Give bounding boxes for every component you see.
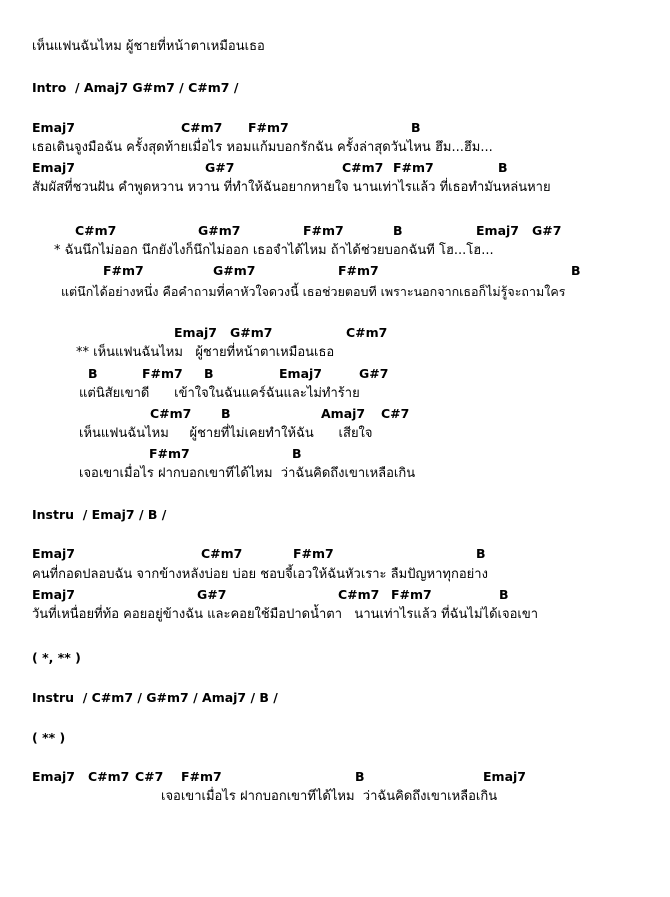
chord-line — [0, 546, 670, 564]
lyric-line: * ฉันนึกไม่ออก นึกยังไงก็นึกไม่ออก เธอจำได้ไหม ถ้าได้ช่วยบอกฉันที โฮ...โฮ... — [54, 243, 494, 258]
chord: G#7 — [197, 587, 227, 602]
instrumental-line: Instru / Emaj7 / B / — [32, 507, 167, 522]
chord: C#m7 — [181, 120, 223, 135]
chord: G#7 — [359, 366, 389, 381]
chord-line — [0, 769, 670, 787]
song-title: เห็นแฟนฉันไหม ผู้ชายที่หน้าตาเหมือนเธอ — [32, 39, 265, 54]
chord: G#m7 — [230, 325, 273, 340]
lyric-line: เจอเขาเมื่อไร ฝากบอกเขาทีได้ไหม ว่าฉันคิดถึงเขาเหลือเกิน — [79, 466, 416, 481]
chord: B — [571, 263, 581, 278]
lyric-line: คนที่กอดปลอบฉัน จากข้างหลังบ่อย บ่อย ชอบจี้เอวให้ฉันหัวเราะ ลืมปัญหาทุกอย่าง — [32, 567, 488, 582]
chord: Emaj7 — [32, 160, 75, 175]
chord: C#7 — [135, 769, 164, 784]
lyric-line: เจอเขาเมื่อไร ฝากบอกเขาทีได้ไหม ว่าฉันคิดถึงเขาเหลือเกิน — [161, 789, 498, 804]
chord-line — [0, 223, 670, 241]
chord: F#m7 — [142, 366, 183, 381]
chord-line — [0, 263, 670, 281]
chord: B — [292, 446, 302, 461]
chord: B — [476, 546, 486, 561]
chord: G#7 — [532, 223, 562, 238]
chord-line — [0, 120, 670, 138]
chord: C#7 — [381, 406, 410, 421]
lyric-line: แต่นิสัยเขาดี เข้าใจในฉันแคร์ฉันและไม่ทำร้าย — [79, 386, 360, 401]
chord: C#m7 — [201, 546, 243, 561]
lyric-line: เห็นแฟนฉันไหม ผู้ชายที่ไม่เคยทำให้ฉัน เสียใจ — [79, 426, 373, 441]
chord: B — [393, 223, 403, 238]
chord-line — [0, 366, 670, 384]
chord: B — [221, 406, 231, 421]
chord-line — [0, 406, 670, 424]
chord: F#m7 — [303, 223, 344, 238]
lyric-line: เธอเดินจูงมือฉัน ครั้งสุดท้ายเมื่อไร หอมแก้มบอกรักฉัน ครั้งล่าสุดวันไหน ฮึม...ฮึม... — [32, 140, 493, 155]
chord: F#m7 — [338, 263, 379, 278]
chord: F#m7 — [391, 587, 432, 602]
chord: Emaj7 — [32, 587, 75, 602]
chord: Emaj7 — [174, 325, 217, 340]
chord: F#m7 — [393, 160, 434, 175]
chord: F#m7 — [293, 546, 334, 561]
chord: B — [204, 366, 214, 381]
chord-line — [0, 446, 670, 464]
chord-line — [0, 325, 670, 343]
chord: F#m7 — [149, 446, 190, 461]
lyric-line: วันที่เหนื่อยที่ท้อ คอยอยู่ข้างฉัน และคอยใช้มือปาดน้ำตา นานเท่าไรแล้ว ที่ฉันไม่ได้เจอเขา — [32, 607, 539, 622]
chord: Emaj7 — [32, 546, 75, 561]
instrumental-line: Instru / C#m7 / G#m7 / Amaj7 / B / — [32, 690, 278, 705]
chord: F#m7 — [181, 769, 222, 784]
chord: Emaj7 — [279, 366, 322, 381]
chord: G#7 — [205, 160, 235, 175]
lyric-line: ** เห็นแฟนฉันไหม ผู้ชายที่หน้าตาเหมือนเธอ — [76, 345, 335, 360]
chord: G#m7 — [198, 223, 241, 238]
lyric-line: สัมผัสที่ชวนฝัน คำพูดหวาน หวาน ที่ทำให้ฉันอยากหายใจ นานเท่าไรแล้ว ที่เธอทำมันหล่นหาย — [32, 180, 551, 195]
chord: B — [88, 366, 98, 381]
intro-line: Intro / Amaj7 G#m7 / C#m7 / — [32, 80, 239, 95]
repeat-marker: ( ** ) — [32, 730, 66, 745]
chord: Amaj7 — [321, 406, 366, 421]
lyric-line: แต่นึกได้อย่างหนึ่ง คือคำถามที่คาหัวใจดวงนี้ เธอช่วยตอบที เพราะนอกจากเธอก็ไม่รู้จะถามใคร — [61, 284, 566, 299]
chord: B — [355, 769, 365, 784]
chord: B — [498, 160, 508, 175]
chord: Emaj7 — [32, 769, 75, 784]
chord: G#m7 — [213, 263, 256, 278]
chord: C#m7 — [342, 160, 384, 175]
chord: C#m7 — [75, 223, 117, 238]
chord: C#m7 — [150, 406, 192, 421]
chord: C#m7 — [88, 769, 130, 784]
chord: B — [499, 587, 509, 602]
chord: F#m7 — [248, 120, 289, 135]
chord-line — [0, 160, 670, 178]
chord-line — [0, 587, 670, 605]
chord: Emaj7 — [476, 223, 519, 238]
chord: C#m7 — [346, 325, 388, 340]
chord: B — [411, 120, 421, 135]
chord: F#m7 — [103, 263, 144, 278]
chord: Emaj7 — [483, 769, 526, 784]
repeat-marker: ( *, ** ) — [32, 650, 81, 665]
chord: Emaj7 — [32, 120, 75, 135]
chord: C#m7 — [338, 587, 380, 602]
